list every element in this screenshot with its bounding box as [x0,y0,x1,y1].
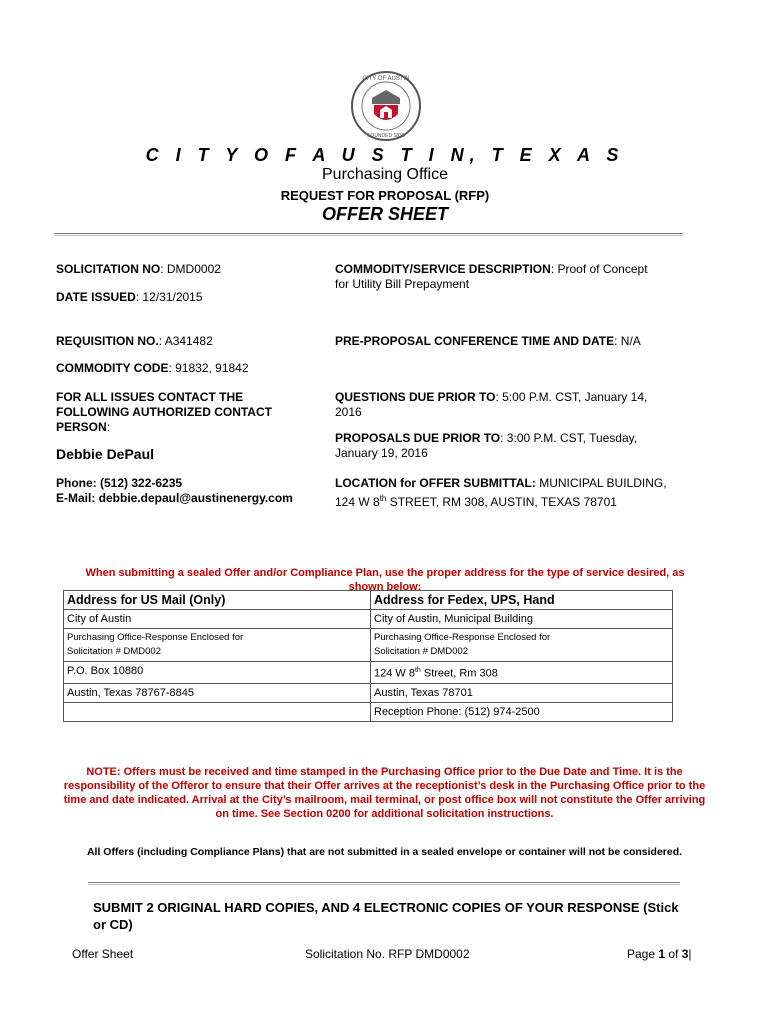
date-issued [56,290,203,305]
date-value: : 12/31/2015 [135,290,203,304]
table-cell: P.O. Box 10880 [64,662,371,684]
location-label: LOCATION for OFFER SUBMITTAL: [335,476,536,490]
cell-line: Purchasing Office-Response Enclosed for [374,632,551,643]
table-row [64,662,673,684]
street-superscript: th [414,667,421,674]
commodity-code-value: : 91832, 91842 [168,361,249,375]
contact-heading-text: FOR ALL ISSUES CONTACT THE FOLLOWING AUTHORIZED CONTACT PERSON [56,390,272,434]
contact-heading [56,390,301,435]
page-current: 1 [658,947,666,961]
cell-line: Solicitation # DMD002 [67,646,161,657]
page-suffix: | [688,947,692,961]
proposals-due [335,431,670,461]
contact-email[interactable]: E-Mail: debbie.depaul@austinenergy.com [56,491,293,505]
contact-phone: Phone: (512) 322-6235 [56,476,183,490]
street-rest: Street, Rm 308 [420,667,498,680]
table-header-row [64,591,673,610]
commodity-desc-value: : Proof of Concept for Utility Bill Prepayment [335,262,648,291]
location-value-part1: MUNICIPAL BUILDING, 124 W 8 [335,476,667,509]
submit-instruction: SUBMIT 2 ORIGINAL HARD COPIES, AND 4 ELECTRONIC COPIES OF YOUR RESPONSE (Stick or CD) [93,900,679,932]
proposals-label: PROPOSALS DUE PRIOR TO [335,431,501,445]
offer-sheet-title: OFFER SHEET [321,204,448,224]
requisition-value: : A341482 [158,334,213,348]
offer-submittal-location [335,476,675,510]
commodity-code-label: COMMODITY CODE [56,361,169,375]
table-cell [371,629,673,662]
footer-center: Solicitation No. RFP DMD0002 [305,947,470,961]
table-cell: City of Austin, Municipal Building [371,610,673,629]
deadline-note: NOTE: Offers must be received and time stamped in the Purchasing Office prior to the Due Date and Time. It is the responsibility of the Offeror to ensure that their Offer arrives at the receptionist’s desk in the Purchasing Office prior to the time and date indicated. Arrival at the City’s mailroom, mail terminal, or post office box will not constitute the Offer arriving on time. See Section 0200 for additional solicitation instructions. [63,766,706,820]
table-cell [64,702,371,721]
table-cell [64,629,371,662]
contact-name: Debbie DePaul [56,446,155,462]
proposals-value: : 3:00 P.M. CST, Tuesday, January 19, 2016 [335,431,638,460]
table-cell: Austin, Texas 78701 [371,683,673,702]
cell-line: Solicitation # DMD002 [374,646,468,657]
svg-text:CITY OF AUSTIN: CITY OF AUSTIN [362,76,410,82]
table-row [64,610,673,629]
location-superscript: th [379,494,387,503]
street-number: 124 W 8 [374,667,415,680]
sealed-envelope-note: All Offers (including Compliance Plans) that are not submitted in a sealed envelope or container will not be considered. [86,846,683,858]
preproposal-value: : N/A [614,334,641,348]
preproposal-conference [335,334,675,349]
page-prefix: Page [627,947,659,961]
solicitation-no [56,262,221,277]
rfp-title: REQUEST FOR PROPOSAL (RFP) [280,188,490,203]
commodity-desc-label: COMMODITY/SERVICE DESCRIPTION [335,262,551,276]
footer-left: Offer Sheet [72,947,134,961]
commodity-code [56,361,249,376]
svg-text:FOUNDED 1839: FOUNDED 1839 [367,133,405,139]
preproposal-label: PRE-PROPOSAL CONFERENCE TIME AND DATE [335,334,615,348]
table-row [64,683,673,702]
us-mail-header: Address for US Mail (Only) [64,591,371,610]
table-row [64,702,673,721]
commodity-description [335,262,655,292]
contact-colon: : [106,420,111,434]
table-row [64,629,673,662]
solicitation-label: SOLICITATION NO [56,262,161,276]
page-total: 3 [681,947,689,961]
page-number [627,947,692,961]
table-cell: Austin, Texas 78767-8845 [64,683,371,702]
date-label: DATE ISSUED [56,290,136,304]
office-name: Purchasing Office [322,166,448,183]
requisition-label: REQUISITION NO. [56,334,159,348]
fedex-header: Address for Fedex, UPS, Hand [371,591,673,610]
sealed-offer-notice: When submitting a sealed Offer and/or Compliance Plan, use the proper address for the type of service desired, as shown below: [85,567,685,593]
questions-label: QUESTIONS DUE PRIOR TO [335,390,496,404]
city-seal-logo [350,70,422,142]
cell-line: Purchasing Office-Response Enclosed for [67,632,244,643]
requisition-no [56,334,213,349]
table-cell: Reception Phone: (512) 974-2500 [371,702,673,721]
location-value-part2: STREET, RM 308, AUSTIN, TEXAS 78701 [386,495,617,509]
table-cell [371,662,673,684]
questions-due [335,390,665,420]
city-title: C I T Y O F A U S T I N, T E X A S [145,145,625,165]
header-divider [55,233,683,236]
table-cell: City of Austin [64,610,371,629]
footer-divider [88,882,680,885]
address-table [63,590,673,722]
page-of: of [665,947,682,961]
questions-value: : 5:00 P.M. CST, January 14, 2016 [335,390,648,419]
solicitation-value: : DMD0002 [160,262,221,276]
